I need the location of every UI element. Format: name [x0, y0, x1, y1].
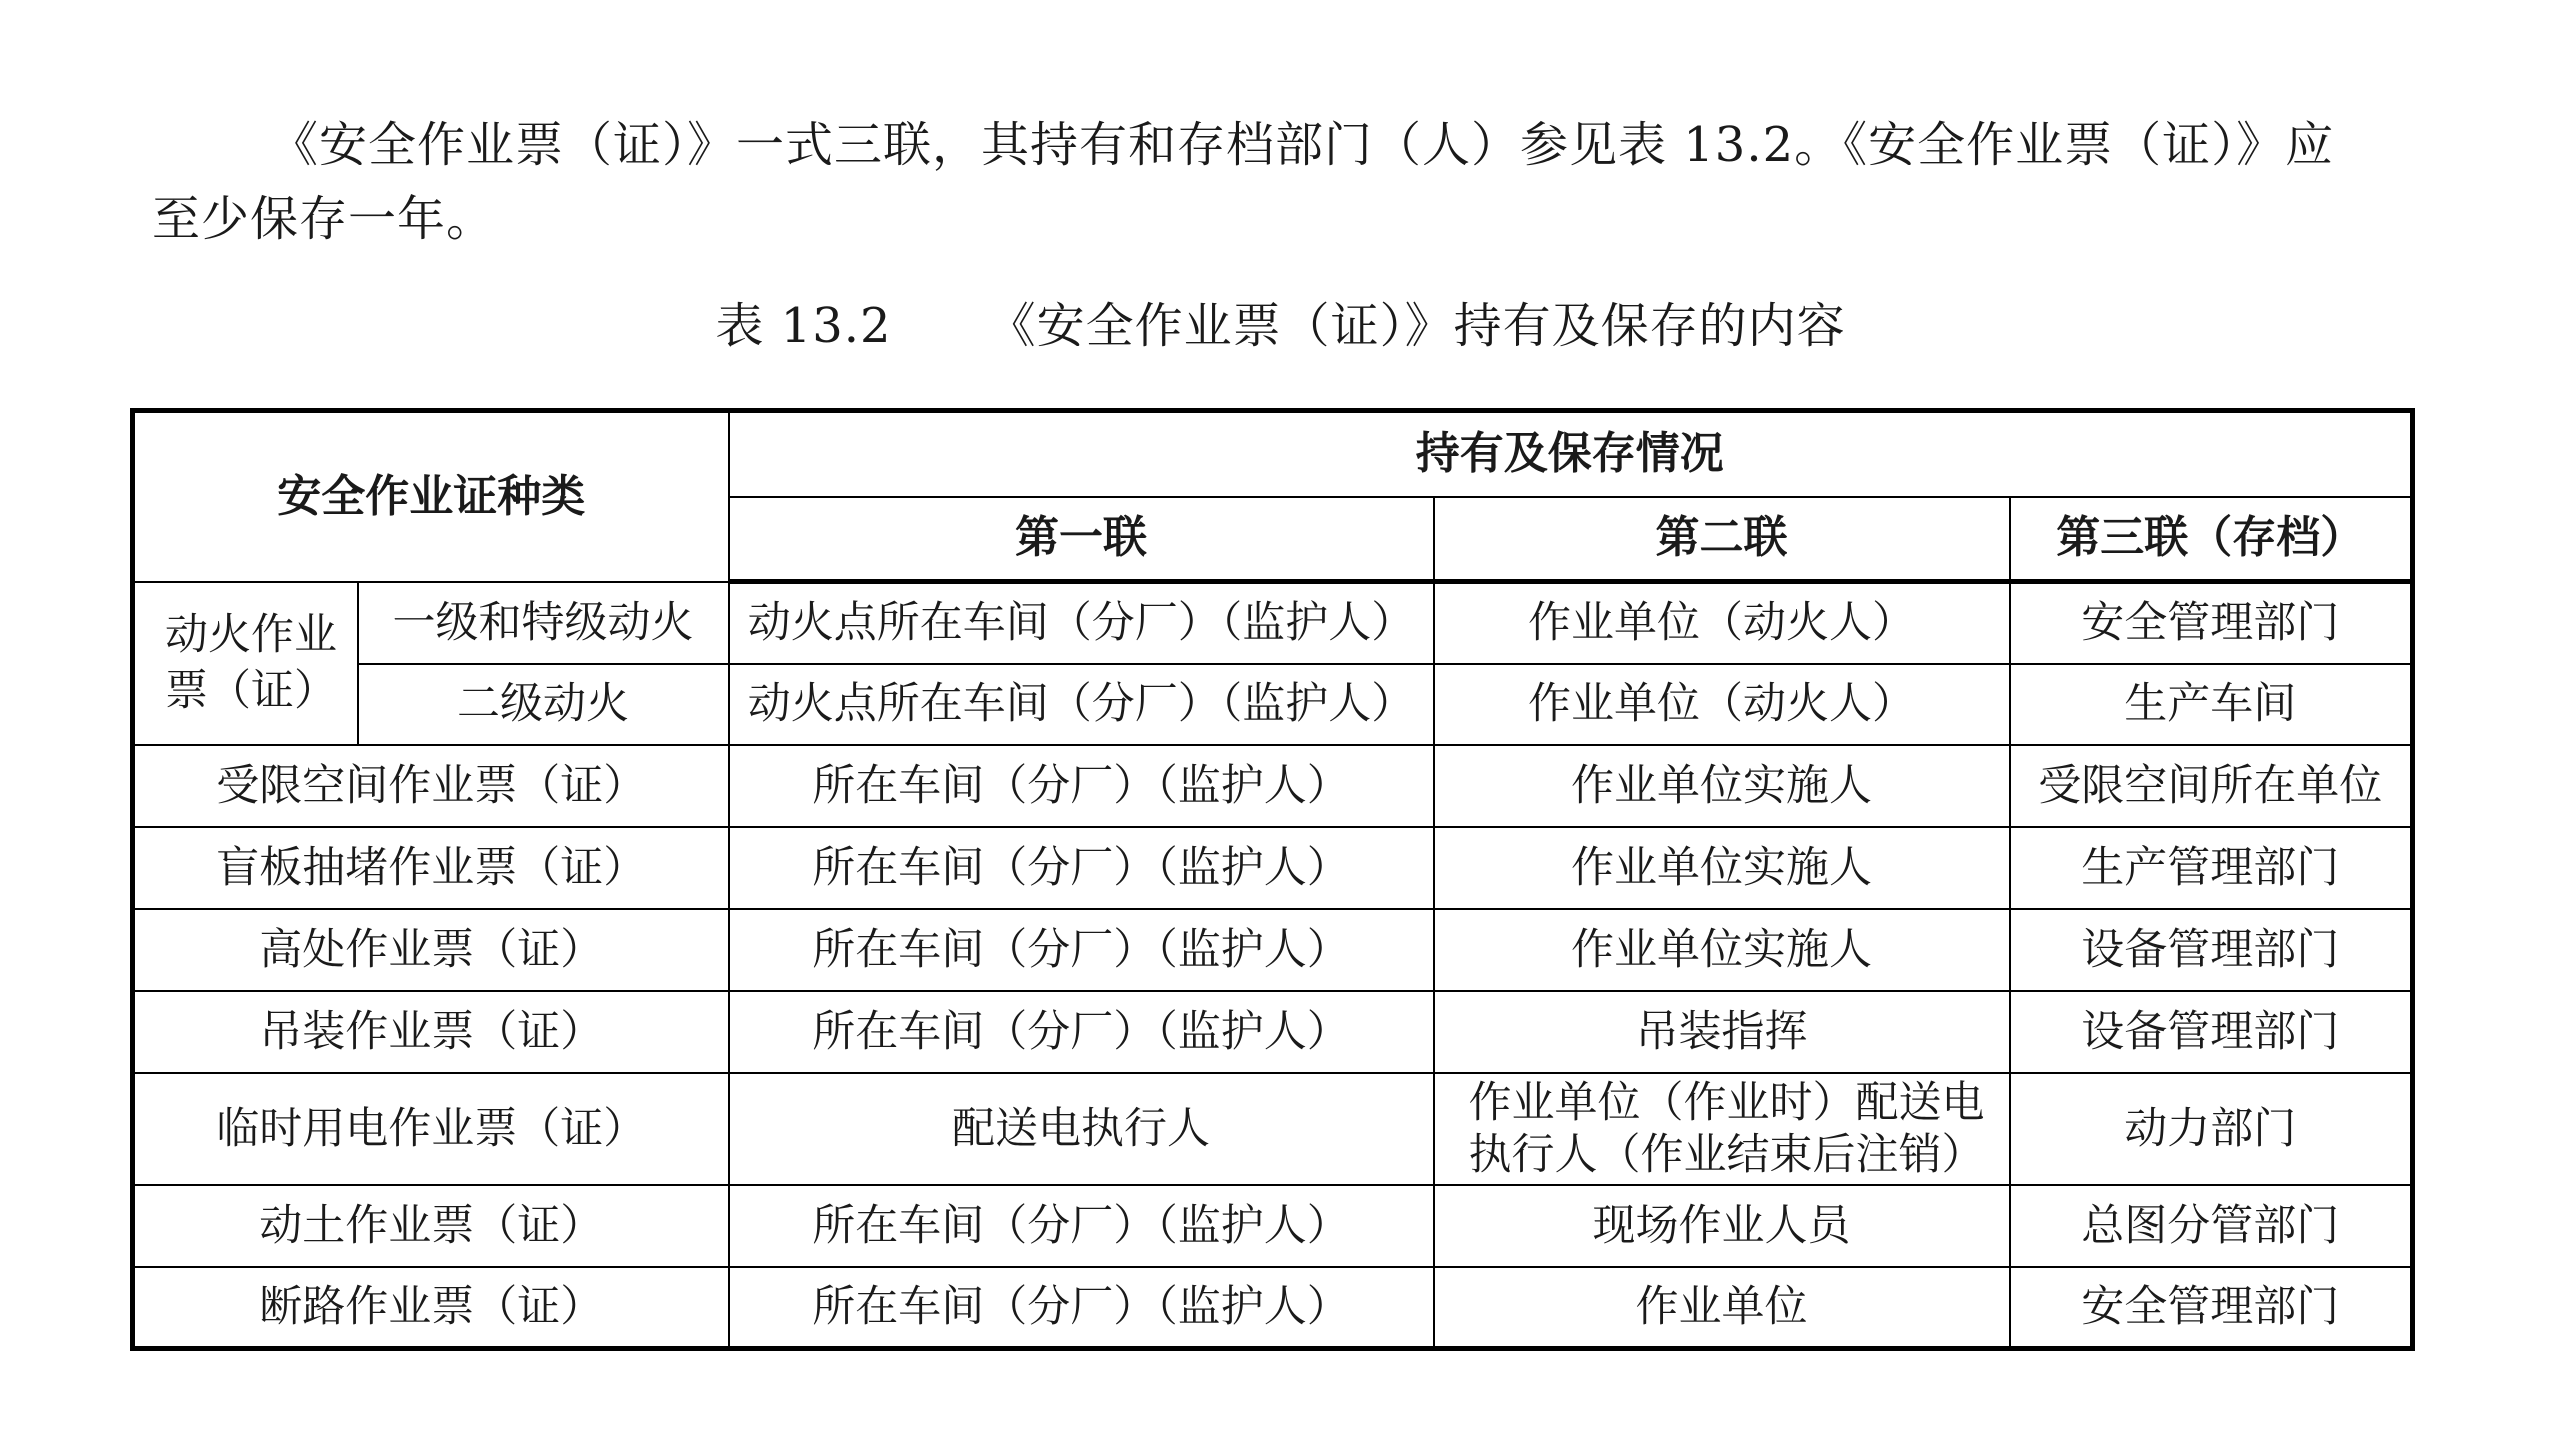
first-copy-cell: 动火点所在车间（分厂）（监护人）	[729, 664, 1434, 745]
header-row-1	[133, 411, 2413, 497]
permit-type-cell: 吊装作业票（证）	[133, 991, 729, 1073]
second-copy-cell: 作业单位（动火人）	[1434, 582, 2010, 664]
header-third: 第三联（存档）	[2010, 497, 2413, 582]
table-row	[133, 582, 2413, 664]
table-row	[133, 664, 2413, 745]
first-copy-cell: 所在车间（分厂）（监护人）	[729, 991, 1434, 1073]
header-holding: 持有及保存情况	[729, 411, 2413, 497]
third-copy-cell: 总图分管部门	[2010, 1185, 2413, 1267]
permit-type-cell: 临时用电作业票（证）	[133, 1073, 729, 1185]
third-copy-cell: 设备管理部门	[2010, 909, 2413, 991]
second-copy-cell: 作业单位（作业时）配送电执行人（作业结束后注销）	[1434, 1073, 2010, 1185]
table-row	[133, 1185, 2413, 1267]
permit-type-cell: 动土作业票（证）	[133, 1185, 729, 1267]
table-row	[133, 745, 2413, 827]
first-copy-cell: 所在车间（分厂）（监护人）	[729, 909, 1434, 991]
header-type: 安全作业证种类	[133, 411, 729, 582]
third-copy-cell: 生产车间	[2010, 664, 2413, 745]
second-copy-cell: 吊装指挥	[1434, 991, 2010, 1073]
third-copy-cell: 设备管理部门	[2010, 991, 2413, 1073]
permit-type-cell: 盲板抽堵作业票（证）	[133, 827, 729, 909]
header-first: 第一联	[729, 497, 1434, 582]
table-row	[133, 1267, 2413, 1349]
first-copy-cell: 所在车间（分厂）（监护人）	[729, 1267, 1434, 1349]
table-caption-title: 《安全作业票（证）》持有及保存的内容	[987, 298, 1846, 354]
table-row	[133, 827, 2413, 909]
permit-type-cell: 受限空间作业票（证）	[133, 745, 729, 827]
hot-work-group-label: 动火作业票（证）	[133, 582, 358, 745]
body-paragraph: 《安全作业票（证）》一式三联，其持有和存档部门（人）参见表 13.2。《安全作业票（证）》应至少保存一年。	[152, 117, 2335, 247]
permit-type-cell: 断路作业票（证）	[133, 1267, 729, 1349]
permit-holding-table	[130, 408, 2415, 1351]
third-copy-cell: 动力部门	[2010, 1073, 2413, 1185]
table-caption-number: 表 13.2	[715, 298, 892, 354]
first-copy-cell: 所在车间（分厂）（监护人）	[729, 827, 1434, 909]
second-copy-cell: 作业单位实施人	[1434, 745, 2010, 827]
table-caption	[0, 296, 2561, 356]
third-copy-cell: 生产管理部门	[2010, 827, 2413, 909]
first-copy-cell: 配送电执行人	[729, 1073, 1434, 1185]
first-copy-cell: 所在车间（分厂）（监护人）	[729, 1185, 1434, 1267]
second-copy-cell: 作业单位	[1434, 1267, 2010, 1349]
permit-type-cell: 高处作业票（证）	[133, 909, 729, 991]
third-copy-cell: 安全管理部门	[2010, 582, 2413, 664]
first-copy-cell: 所在车间（分厂）（监护人）	[729, 745, 1434, 827]
second-copy-cell: 作业单位实施人	[1434, 909, 2010, 991]
table-row	[133, 909, 2413, 991]
first-copy-cell: 动火点所在车间（分厂）（监护人）	[729, 582, 1434, 664]
third-copy-cell: 安全管理部门	[2010, 1267, 2413, 1349]
second-copy-cell: 作业单位（动火人）	[1434, 664, 2010, 745]
second-copy-cell: 现场作业人员	[1434, 1185, 2010, 1267]
second-copy-cell: 作业单位实施人	[1434, 827, 2010, 909]
header-second: 第二联	[1434, 497, 2010, 582]
hot-work-level: 二级动火	[358, 664, 729, 745]
table-row	[133, 1073, 2413, 1185]
table-row	[133, 991, 2413, 1073]
third-copy-cell: 受限空间所在单位	[2010, 745, 2413, 827]
hot-work-level: 一级和特级动火	[358, 582, 729, 664]
